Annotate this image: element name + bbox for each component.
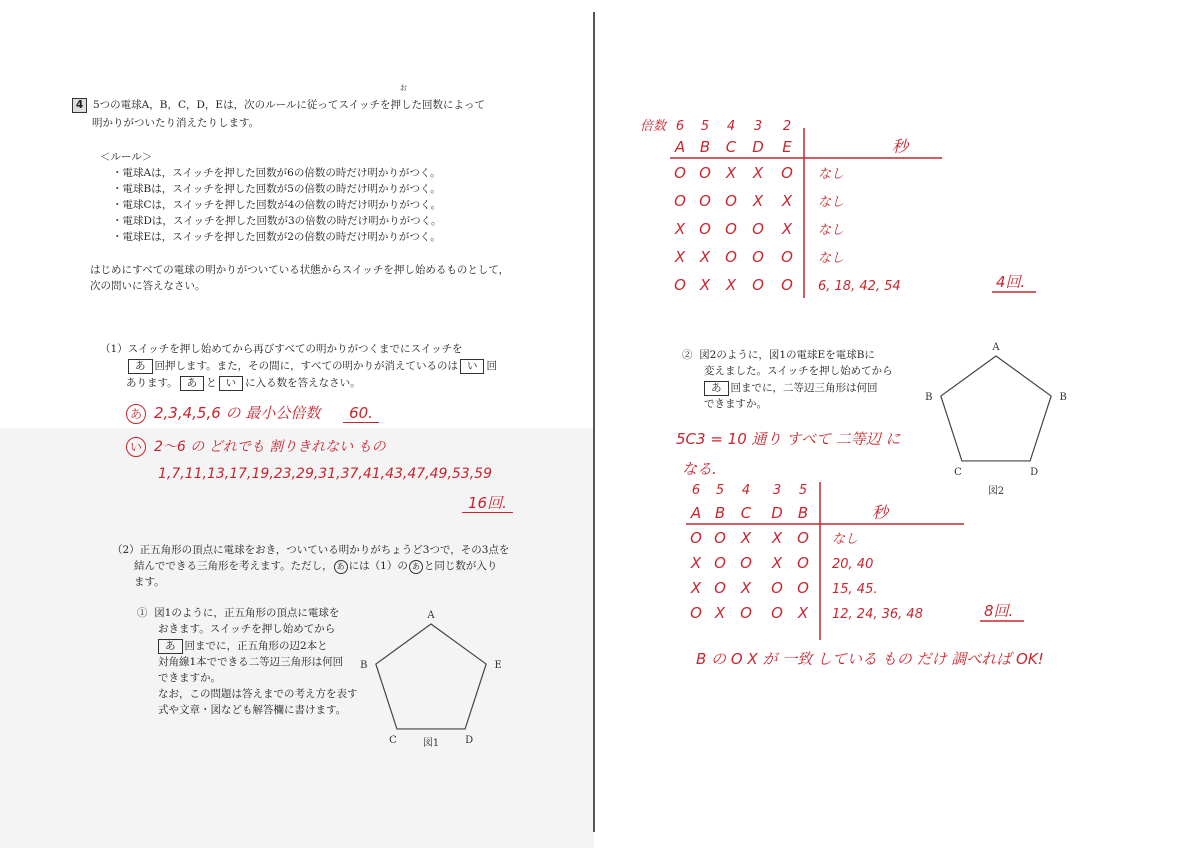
question-intro-line1: 4 5つの電球A，B，C，D，Eは，次のルールに従ってスイッチを押した回数によって [72, 97, 485, 113]
table1-mark: X [725, 276, 737, 294]
table2-header: A [690, 504, 702, 522]
table2-multiple: 6 [691, 483, 701, 498]
sub2-line2: 変えました。スイッチを押し始めてから [704, 365, 893, 377]
table1-mark: O [674, 276, 686, 294]
part2-line3: ます。 [134, 576, 165, 588]
table2-mark: X [714, 604, 726, 622]
figure1-vertex-label: E [494, 660, 502, 672]
table2-mark: O [690, 604, 702, 622]
answer-i-marker: い [126, 437, 146, 457]
table2-mark: X [771, 529, 783, 547]
table1-header: C [725, 138, 737, 156]
table1-header: E [782, 138, 792, 156]
table2-multiple: 3 [772, 483, 782, 498]
sub1-line4: 対角線1本でできる二等辺三角形は何回 [158, 656, 344, 668]
table1-mark: X [752, 192, 764, 210]
table2-mark: O [771, 604, 783, 622]
table1-mark: X [781, 192, 793, 210]
table2-mark: O [797, 579, 809, 597]
rule-e: ・電球Eは，スイッチを押した回数が2の倍数の時だけ明かりがつく。 [112, 231, 441, 243]
table1-count: 4回. [996, 273, 1026, 291]
figure2-vertex-label: C [954, 466, 962, 478]
table2-mark: O [690, 529, 702, 547]
table2-mark: O [797, 529, 809, 547]
figure1-vertex-label: D [465, 734, 474, 746]
table1-mark: O [699, 220, 711, 238]
figure1-vertex-label: C [389, 734, 397, 746]
question-number: 4 [72, 98, 87, 113]
sub1-line3: あ 回までに，正五角形の辺2本と [156, 638, 328, 654]
table1-header: B [699, 138, 711, 156]
table2-result: 20, 40 [832, 557, 874, 572]
rule-b: ・電球Bは，スイッチを押した回数が5の倍数の時だけ明かりがつく。 [112, 183, 441, 195]
table1-mark: O [752, 248, 764, 266]
table2-header: B [714, 504, 726, 522]
table1-mark: X [699, 248, 711, 266]
table2-mark: O [771, 579, 783, 597]
part1-line1: （1）スイッチを押し始めてから再びすべての明かりがつくまでにスイッチを [100, 343, 463, 355]
blank-box-i: い [460, 359, 485, 374]
blank-box-a: あ [180, 376, 205, 391]
figure2-pentagon [941, 356, 1051, 461]
table2-mark: O [714, 579, 726, 597]
question-intro-line2: 明かりがついたり消えたりします。 [92, 117, 260, 129]
table2-mark: O [740, 554, 752, 572]
circled-a: あ [409, 560, 423, 574]
blank-box-a: あ [704, 381, 729, 396]
figure2-caption: 図2 [987, 486, 1005, 497]
table2-header: B [797, 504, 809, 522]
furigana: お [400, 84, 407, 92]
table1-multiple: 2 [782, 119, 792, 134]
table1-mark: O [699, 192, 711, 210]
rule-c: ・電球Cは，スイッチを押した回数が4の倍数の時だけ明かりがつく。 [112, 199, 442, 211]
table2-mark: X [797, 604, 809, 622]
table2-result: 12, 24, 36, 48 [832, 607, 923, 622]
figure1-pentagon [376, 624, 486, 729]
sub1-line6: なお，この問題は答えまでの考え方を表す [158, 688, 358, 700]
sub2-line1: ② 図2のように，図1の電球Eを電球Bに [682, 349, 875, 361]
rule-a: ・電球Aは，スイッチを押した回数が6の倍数の時だけ明かりがつく。 [112, 167, 441, 179]
table1-multiples-label: 倍数 [640, 119, 667, 134]
sub2-line3: あ 回までに，二等辺三角形は何回 [702, 380, 878, 396]
table2-multiple: 4 [741, 483, 751, 498]
blank-box-a: あ [128, 359, 153, 374]
table2-mark: X [740, 529, 752, 547]
table1-mark: O [781, 276, 793, 294]
sub2-line4: できますか。 [704, 398, 767, 410]
figure2-vertex-label: D [1030, 466, 1039, 478]
figure2-vertex-label: A [992, 342, 1000, 353]
table1-result: なし [818, 251, 845, 266]
blank-box-i: い [219, 376, 244, 391]
answer-i-value: 16回. [462, 492, 513, 513]
combination-note-line2: なる. [682, 460, 717, 478]
table1-multiple: 4 [726, 119, 736, 134]
sub1-line5: できますか。 [158, 672, 221, 684]
table1-mark: O [725, 220, 737, 238]
table1-mark: X [699, 276, 711, 294]
table1-result: 6, 18, 42, 54 [818, 279, 901, 294]
table1-result: なし [818, 223, 845, 238]
rule-heading: ＜ルール＞ [100, 151, 153, 163]
figure1-vertex-label: B [360, 660, 368, 672]
answer-i: い 2～6 の どれでも 割りきれない もの [126, 436, 386, 457]
table2-multiple: 5 [798, 483, 808, 498]
table1-mark: O [752, 220, 764, 238]
part1-line2: あ 回押します。また，その間に，すべての明かりが消えているのは い 回 [126, 358, 497, 374]
table2-mark: O [797, 554, 809, 572]
table2-mark: X [690, 554, 702, 572]
table1-mark: O [725, 248, 737, 266]
figure2-vertex-label: B [925, 392, 933, 404]
table1-mark: O [674, 164, 686, 182]
table1-multiple: 5 [700, 119, 710, 134]
table1-header: A [674, 138, 686, 156]
sub1-line1: ① 図1のように，正五角形の頂点に電球を [137, 607, 340, 619]
table1-mark: X [781, 220, 793, 238]
final-note: B の O X が 一致 している もの だけ 調べれば OK! [696, 650, 1044, 668]
answer-a: あ 2,3,4,5,6 の 最小公倍数 60. [126, 402, 379, 424]
table2-seconds-header: 秒 [871, 503, 889, 522]
table2-multiple: 5 [715, 483, 725, 498]
table1-seconds-header: 秒 [891, 137, 909, 156]
table1-mark: O [699, 164, 711, 182]
table1-result: なし [818, 195, 845, 210]
table1-multiple: 6 [675, 119, 685, 134]
table1-mark: X [725, 164, 737, 182]
table2-result: なし [832, 532, 859, 547]
table1-mark: O [781, 248, 793, 266]
table2-mark: X [740, 579, 752, 597]
table1-mark: X [674, 220, 686, 238]
figure1-vertex-label: A [427, 610, 435, 621]
table1-mark: X [752, 164, 764, 182]
table2-mark: X [690, 579, 702, 597]
table2-mark: O [740, 604, 752, 622]
table2-result: 15, 45. [832, 582, 878, 597]
table2-mark: O [714, 554, 726, 572]
table1-mark: X [674, 248, 686, 266]
premise-line2: 次の問いに答えなさい。 [90, 280, 206, 292]
table1-mark: O [781, 164, 793, 182]
figure2-vertex-label: B [1059, 392, 1067, 404]
circled-a: あ [334, 560, 348, 574]
table2-header: C [740, 504, 752, 522]
table1-mark: O [674, 192, 686, 210]
table2-header: D [771, 504, 783, 522]
table2-count: 8回. [984, 602, 1014, 620]
sub1-line7: 式や文章・図なども解答欄に書けます。 [158, 704, 347, 716]
blank-box-a: あ [158, 639, 183, 654]
table1-header: D [752, 138, 764, 156]
table1-mark: O [725, 192, 737, 210]
part2-line1: （2）正五角形の頂点に電球をおき，ついている明かりがちょうど3つで，その3点を [112, 544, 510, 556]
combination-note-line1: 5C3 = 10 通り すべて 二等辺 に [676, 430, 901, 448]
table2-mark: X [771, 554, 783, 572]
figure1-caption: 図1 [422, 738, 440, 749]
table1-multiple: 3 [753, 119, 763, 134]
table1-result: なし [818, 167, 845, 182]
sub1-line2: おきます。スイッチを押し始めてから [158, 623, 336, 635]
premise-line1: はじめにすべての電球の明かりがついている状態からスイッチを押し始めるものとして， [90, 264, 510, 276]
table1-mark: O [752, 276, 764, 294]
answer-a-marker: あ [126, 404, 146, 424]
table2-mark: O [714, 529, 726, 547]
answer-a-value: 60. [343, 404, 379, 423]
answer-i-list: 1,7,11,13,17,19,23,29,31,37,41,43,47,49,53,59 [158, 466, 492, 482]
rule-d: ・電球Dは，スイッチを押した回数が3の倍数の時だけ明かりがつく。 [112, 215, 442, 227]
part2-line2: 結んでできる三角形を考えます。ただし， あ には（1）の あ と同じ数が入り [134, 560, 498, 572]
part1-line3: あります。 あ と い に入る数を答えなさい。 [126, 377, 361, 389]
